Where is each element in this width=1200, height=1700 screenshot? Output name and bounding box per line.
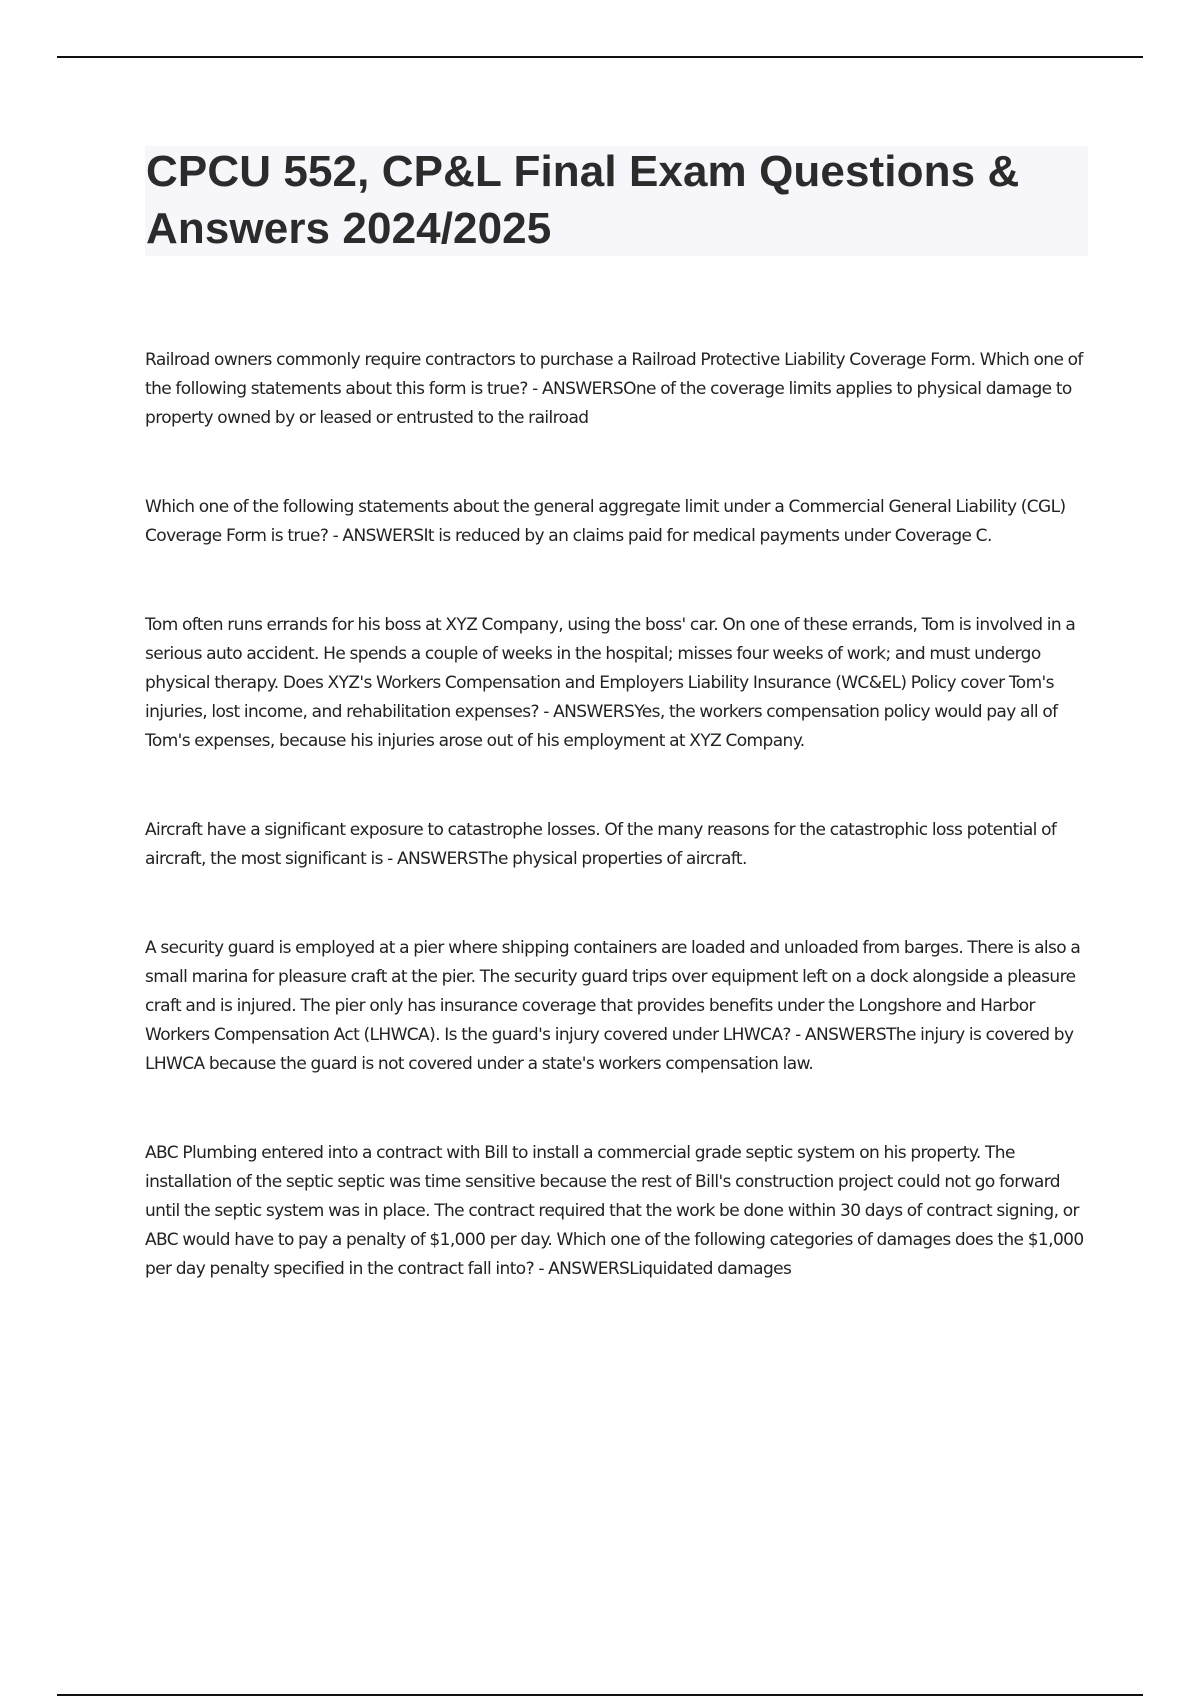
question-text: Aircraft have a significant exposure to catastrophe losses. Of the many reasons for the catastrophic loss potential of aircraft, the most significant is [145, 820, 1057, 869]
bottom-rule [57, 1694, 1143, 1696]
answer-separator: - ANSWERS [382, 849, 479, 869]
answer-separator: - ANSWERS [790, 1025, 887, 1045]
question-text: A security guard is employed at a pier where shipping containers are loaded and unloaded from barges. There is also a small marina for pleasure craft at the pier. The security guard trips over equipment left on a dock alongside a pleasure craft and is injured. The pier only has insurance coverage that provides benefits under the Longshore and Harbor Workers Compensation Act (LHWCA). Is the guard's injury covered under LHWCA? [145, 938, 1081, 1045]
qa-item [145, 346, 1090, 433]
answer-text: One of the coverage limits applies to physical damage to property owned by or leased or entrusted to the railroad [145, 379, 1072, 428]
answer-separator: - ANSWERS [328, 526, 424, 546]
question-text: Which one of the following statements about the general aggregate limit under a Commercial General Liability (CGL) Coverage Form is true? [145, 497, 1066, 546]
answer-separator: - ANSWERS [538, 702, 635, 722]
qa-item [145, 816, 1090, 874]
answer-text: The injury is covered by LHWCA because the guard is not covered under a state's workers compensation law. [145, 1025, 1074, 1074]
question-text: Railroad owners commonly require contractors to purchase a Railroad Protective Liability Coverage Form. Which one of the following statements about this form is true? [145, 350, 1083, 399]
question-text: ABC Plumbing entered into a contract with Bill to install a commercial grade septic system on his property. The installation of the septic septic was time sensitive because the rest of Bill's construction project could not go forward until the septic system was in place. The contract required that the work be done within 30 days of contract signing, or ABC would have to pay a penalty of $1,000 per day. Which one of the following categories of damages does the $1,000 per day penalty specified in the contract fall into? [145, 1143, 1084, 1279]
answer-text: Liquidated damages [629, 1259, 792, 1279]
qa-item [145, 934, 1090, 1079]
answer-text: The physical properties of aircraft. [478, 849, 747, 869]
answer-text: Yes, the workers compensation policy would pay all of Tom's expenses, because his injuries arose out of his employment at XYZ Company. [145, 702, 1058, 751]
answer-text: It is reduced by an claims paid for medical payments under Coverage C. [423, 526, 992, 546]
qa-list [145, 346, 1090, 1284]
top-rule [57, 56, 1143, 58]
qa-item [145, 493, 1090, 551]
answer-separator: - ANSWERS [527, 379, 624, 399]
qa-item [145, 1139, 1090, 1284]
answer-separator: - ANSWERS [534, 1259, 630, 1279]
qa-item [145, 611, 1090, 756]
question-text: Tom often runs errands for his boss at XYZ Company, using the boss' car. On one of these errands, Tom is involved in a serious auto accident. He spends a couple of weeks in the hospital; misses four weeks of work; and must undergo physical therapy. Does XYZ's Workers Compensation and Employers Liability Insurance (WC&EL) Policy cover Tom's injuries, lost income, and rehabilitation expenses? [145, 615, 1076, 722]
document-title: CPCU 552, CP&L Final Exam Questions & Answers 2024/2025 [146, 147, 1020, 253]
